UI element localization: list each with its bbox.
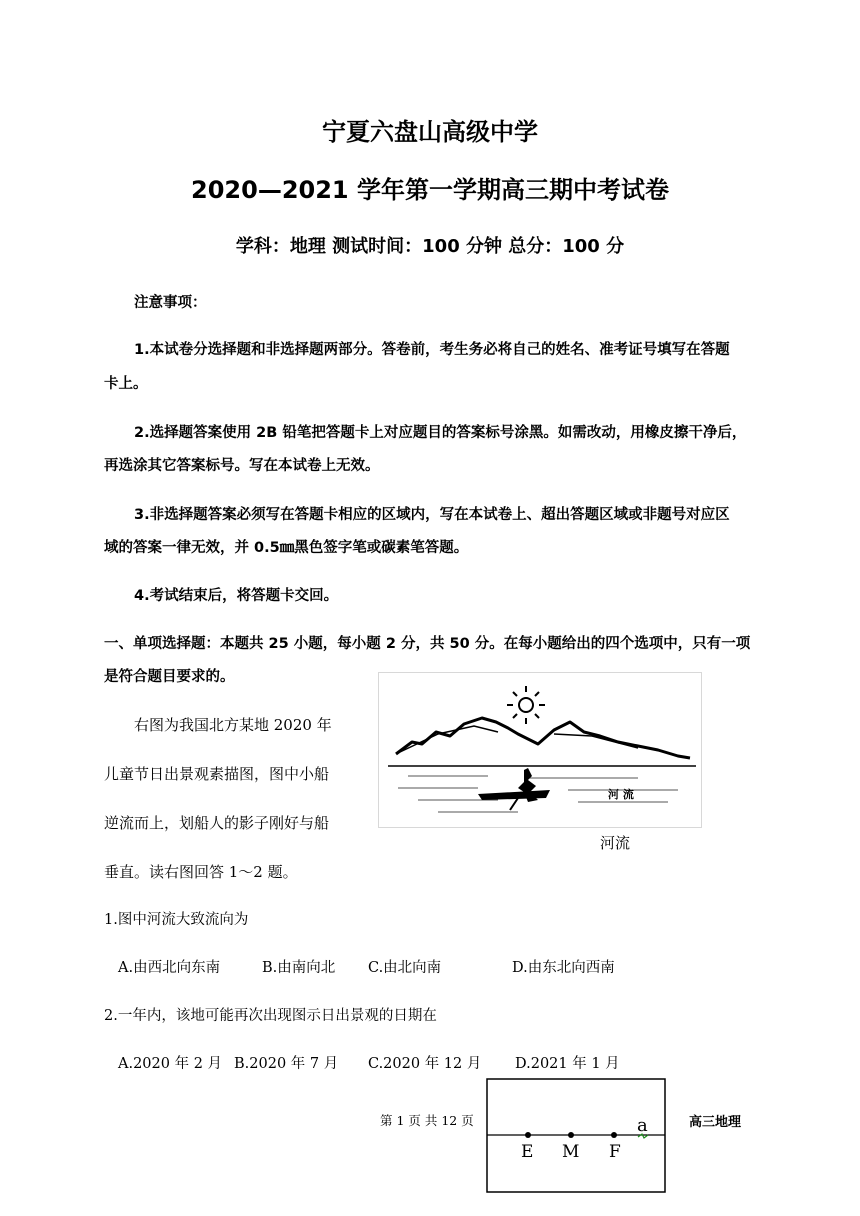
figure-caption: 河流 [600,834,631,852]
note-line: 3.非选择题答案必须写在答题卡相应的区域内，写在本试卷上、超出答题区域或非题号对应区 [134,507,730,523]
option-c: C.2020 年 12 月 [368,1056,482,1072]
notes-heading: 注意事项： [134,295,207,311]
note-line: 域的答案一律无效，并 0.5㎜黑色签字笔或碳素笔答题。 [104,540,469,556]
sunrise-river-sketch [378,672,702,828]
svg-text:F: F [609,1142,621,1162]
section-heading: 一、单项选择题：本题共 25 小题，每小题 2 分，共 50 分。在每小题给出的四个选项中，只有一项 [104,636,751,652]
point-diagram [486,1078,666,1194]
svg-text:E: E [521,1142,534,1162]
question-stem: 1.图中河流大致流向为 [104,912,249,928]
note-line: 1.本试卷分选择题和非选择题两部分。答卷前，考生务必将自己的姓名、准考证号填写在答题 [134,342,730,358]
page-number: 第 1 页 共 12 页 [380,1113,474,1128]
point-m [568,1132,574,1138]
passage-line: 儿童节日出景观素描图，图中小船 [104,765,330,783]
note-line: 再选涂其它答案标号。写在本试卷上无效。 [104,458,380,474]
passage-line: 右图为我国北方某地 2020 年 [134,716,332,734]
point-f [611,1132,617,1138]
svg-text:a: a [637,1115,648,1136]
svg-text:M: M [562,1142,580,1162]
option-d: D.由东北向西南 [512,960,615,976]
passage-line: 垂直。读右图回答 1～2 题。 [104,863,298,881]
point-e [525,1132,531,1138]
note-line: 2.选择题答案使用 2B 铅笔把答题卡上对应题目的答案标号涂黑。如需改动，用橡皮擦干净后， [134,425,747,441]
river-label: 河 流 [608,788,634,801]
subject-line: 学科：地理 测试时间：100 分钟 总分：100 分 [235,236,625,257]
exam-title: 2020—2021 学年第一学期高三期中考试卷 [191,176,669,204]
option-b: B.2020 年 7 月 [234,1056,339,1072]
option-d: D.2021 年 1 月 [515,1056,620,1072]
footer-subject: 高三地理 [689,1115,742,1130]
option-b: B.由南向北 [262,960,336,976]
section-heading-cont: 是符合题目要求的。 [104,669,235,685]
note-line: 4.考试结束后，将答题卡交回。 [134,588,339,604]
passage-line: 逆流而上，划船人的影子刚好与船 [104,814,330,832]
question-stem: 2.一年内，该地可能再次出现图示日出景观的日期在 [104,1008,437,1024]
option-c: C.由北向南 [368,960,442,976]
school-title: 宁夏六盘山高级中学 [322,118,538,146]
option-a: A.由西北向东南 [118,960,221,976]
note-line: 卡上。 [104,376,148,392]
option-a: A.2020 年 2 月 [118,1056,223,1072]
